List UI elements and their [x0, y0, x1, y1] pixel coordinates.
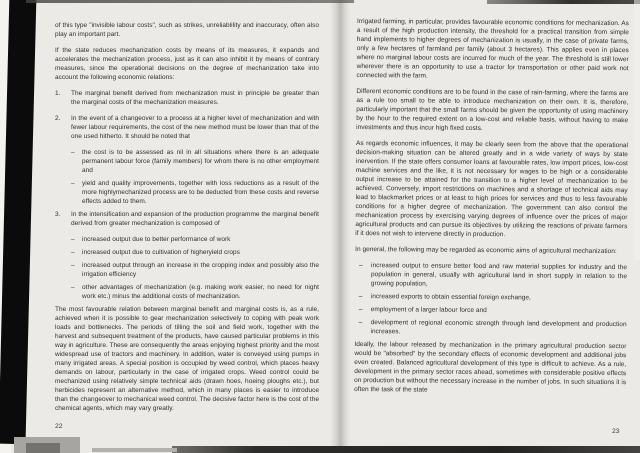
- dash-item: [355, 305, 627, 316]
- paragraph-text: Ideally, the labour released by mechanization in the primary agricultural production sector would be "absorbed" by the secondary effects of economic development and additional jobs even created. Balanced agricultural development of this type is difficult to achieve. As a rule, development in the primary sector races ahead, sometimes with considerable positive effects on production but without the necessary increase in the number of jobs. In such situations it is often the task of the state: [354, 340, 627, 394]
- list-marker: –: [71, 284, 75, 291]
- list-marker: –: [71, 262, 75, 269]
- dash-item: [355, 292, 627, 303]
- paragraph: [55, 21, 319, 39]
- paragraph-text: Different economic conditions are to be found in the case of rain-farming, where the farms are as a rule too small to be able to introduce mechanization on their own. It is, therefore, particularly important that the small farms should be given the opportunity of using machinery by the hour to the required extent on a low-cost and reliable basis, without having to make investments and thus incur high fixed costs.: [356, 87, 629, 132]
- scan-smudge: [26, 443, 60, 453]
- page-number-left: 22: [55, 423, 63, 430]
- list-marker: –: [71, 149, 75, 156]
- list-marker: –: [359, 262, 363, 270]
- paragraph: [356, 87, 628, 134]
- list-marker: –: [358, 293, 363, 301]
- list-marker: –: [71, 249, 75, 256]
- scan-top-edge-line: [26, 0, 354, 3]
- paragraph-text: employment of a larger labour force and: [370, 306, 487, 315]
- paragraph-text: The marginal benefit derived from mechanization must in principle be greater than the marginal costs of the mechanization measures.: [71, 90, 319, 106]
- numbered-item: [55, 89, 319, 107]
- paragraph-text: increased output through an increase in the cropping index and possibly also the irrigation efficiency: [82, 262, 319, 278]
- dash-item: [55, 248, 319, 257]
- paragraph-text: In the intensification and expansion of the production programme the marginal benefit derived from greater mechanization is composed of: [71, 211, 319, 227]
- page-number-right: 23: [612, 428, 620, 435]
- list-marker: 3.: [55, 211, 61, 218]
- numbered-item: [55, 210, 319, 228]
- list-marker: –: [358, 319, 363, 327]
- paragraph-text: increased output due to cultivation of higheryield crops: [82, 249, 240, 256]
- scan-top-edge-line: [487, 0, 640, 4]
- paragraph: [55, 305, 319, 413]
- book-gutter-shadow: [330, 0, 350, 453]
- paragraph-text: If the state reduces mechanization costs by means of its measures, it expands and accelerates the mechanization process, just as it can also inhibit it by means of contrary measures, since the operational decisions on the degree of mechanization take into account the following economic relations:: [55, 47, 319, 81]
- list-marker: –: [71, 180, 75, 187]
- paragraph-text: increased output to ensure better food and raw material supplies for industry and the population in general, usually with agricultural land in short supply in relation to the growing population,: [370, 262, 628, 288]
- paragraph: [55, 46, 319, 82]
- paragraph-text: of this type "invisible labour costs", such as strikes, unreliablility and inaccuracy, often also play an important part.: [55, 22, 319, 38]
- dash-item: [355, 261, 627, 290]
- list-marker: 2.: [55, 115, 61, 122]
- list-marker: 1.: [55, 90, 61, 97]
- paragraph-text: Irrigated farming, in particular, provides favourable economic conditions for mechanization. As a result of the high production intensity, the threshold for a practical transition from simple hand implements to higher degrees of mechanization is usually, in the case of private farms, only a few hectares of farmland per family (about 3 hectares). This applies even in places where no marginal labour costs are incurred for much of the year. The threshold is still lower wherever there is an opportunity to use a tractor for transportation or other paid work not connected with the farm.: [356, 17, 629, 80]
- left-page: [55, 21, 319, 420]
- paragraph-text: As regards economic influences, it may be clearly seen from the above that the operational decision-making situation can be altered greatly and in a wide variety of ways by state inervention. If the state offers consumer loans at favourable rates, low import prices, low-cost machine services and the like, it is not necessary for wages to be high or a considerable output increase to be attained for the transition to a higher level of mechanization to be achieved. Conversely, import restrictions on machines and a shortage of technical aids may lead to blackmarket prices or at least to high prices for services and thus to less favourable conditions for a higher degree of mechanization. The government can also control the mechanization process by exercising varying degrees of influence over the prices of major agricultural products and can pursue its objectives by utilizing the reactions of private farmers if it does not wish to intervene directly in production.: [355, 139, 629, 239]
- paragraph-text: increased exports to obtain essential foreign exchange,: [370, 293, 531, 302]
- dash-item: [55, 283, 319, 301]
- paragraph-text: increased output due to better performance of work: [82, 236, 231, 243]
- paragraph-text: the cost is to be assessed as nil in all situations where there is an adequate permanent labour force (family members) for whom there is no other employment and: [82, 149, 319, 174]
- scan-bottom-edge-band: [172, 446, 640, 453]
- paragraph-text: development of regional economic strength through land development and production increases.: [370, 319, 627, 336]
- dash-item: [55, 179, 319, 206]
- dash-item: [55, 148, 319, 175]
- list-marker: –: [71, 236, 75, 243]
- right-page: [354, 17, 629, 403]
- dash-item: [55, 235, 319, 244]
- paragraph: [357, 17, 629, 82]
- paragraph-text: The most favourable relation between marginal benefit and marginal costs is, as a rule, achieved when it is possible to gear mechanization selectively to coping with peak work loads and bottlenecks. The periods of tilling the soil and field work, together with the harvest and subsequent treatment of the products, have caused particular problems in this way in agriculture. These are consequently the areas enjoying highest priority and the most widespread use of tractors and machinery. In addition, water is conveyed using pumps in many irrigated areas. A special position is occupied by weed control, which places heavy demands on labour, particularly in the case of irrigated crops. Weed control could be mechanized using relatively simple technical aids (drawn hoes, hoeing ploughs etc.), but herbicides represent an alternative method, which in many places is easier to introduce than the changeover to mechanical weed control. The decisive factor here is the cost of the chemical agents, which may vary greatly.: [55, 306, 319, 412]
- paragraph-text: yield and quality improvements, together with loss reductions as a result of the more highlymechanized process are to be deducted from these costs and reverse effects added to them.: [82, 180, 319, 205]
- dash-item: [55, 261, 319, 279]
- scan-bottom-edge-faint: [92, 448, 177, 452]
- scan-right-margin: [634, 0, 640, 260]
- paragraph: [355, 139, 628, 240]
- paragraph: [355, 245, 627, 256]
- list-marker: –: [358, 306, 363, 314]
- paragraph-text: In general, the following may be regarded as economic aims of agricultural mechanization:: [355, 245, 617, 256]
- paragraph: [354, 340, 626, 396]
- numbered-item: [55, 114, 319, 141]
- paragraph-text: In the event of a changeover to a process at a higher level of mechanization and with fewer labour requirements, the cost of the new method must be lower than that of the one used hitherto. It should be noted that: [71, 115, 319, 140]
- paragraph-text: other advantages of mechanization (e.g. making work easier, no need for night work etc.) minus the additional costs of mechanization.: [82, 284, 319, 300]
- dash-item: [354, 318, 626, 338]
